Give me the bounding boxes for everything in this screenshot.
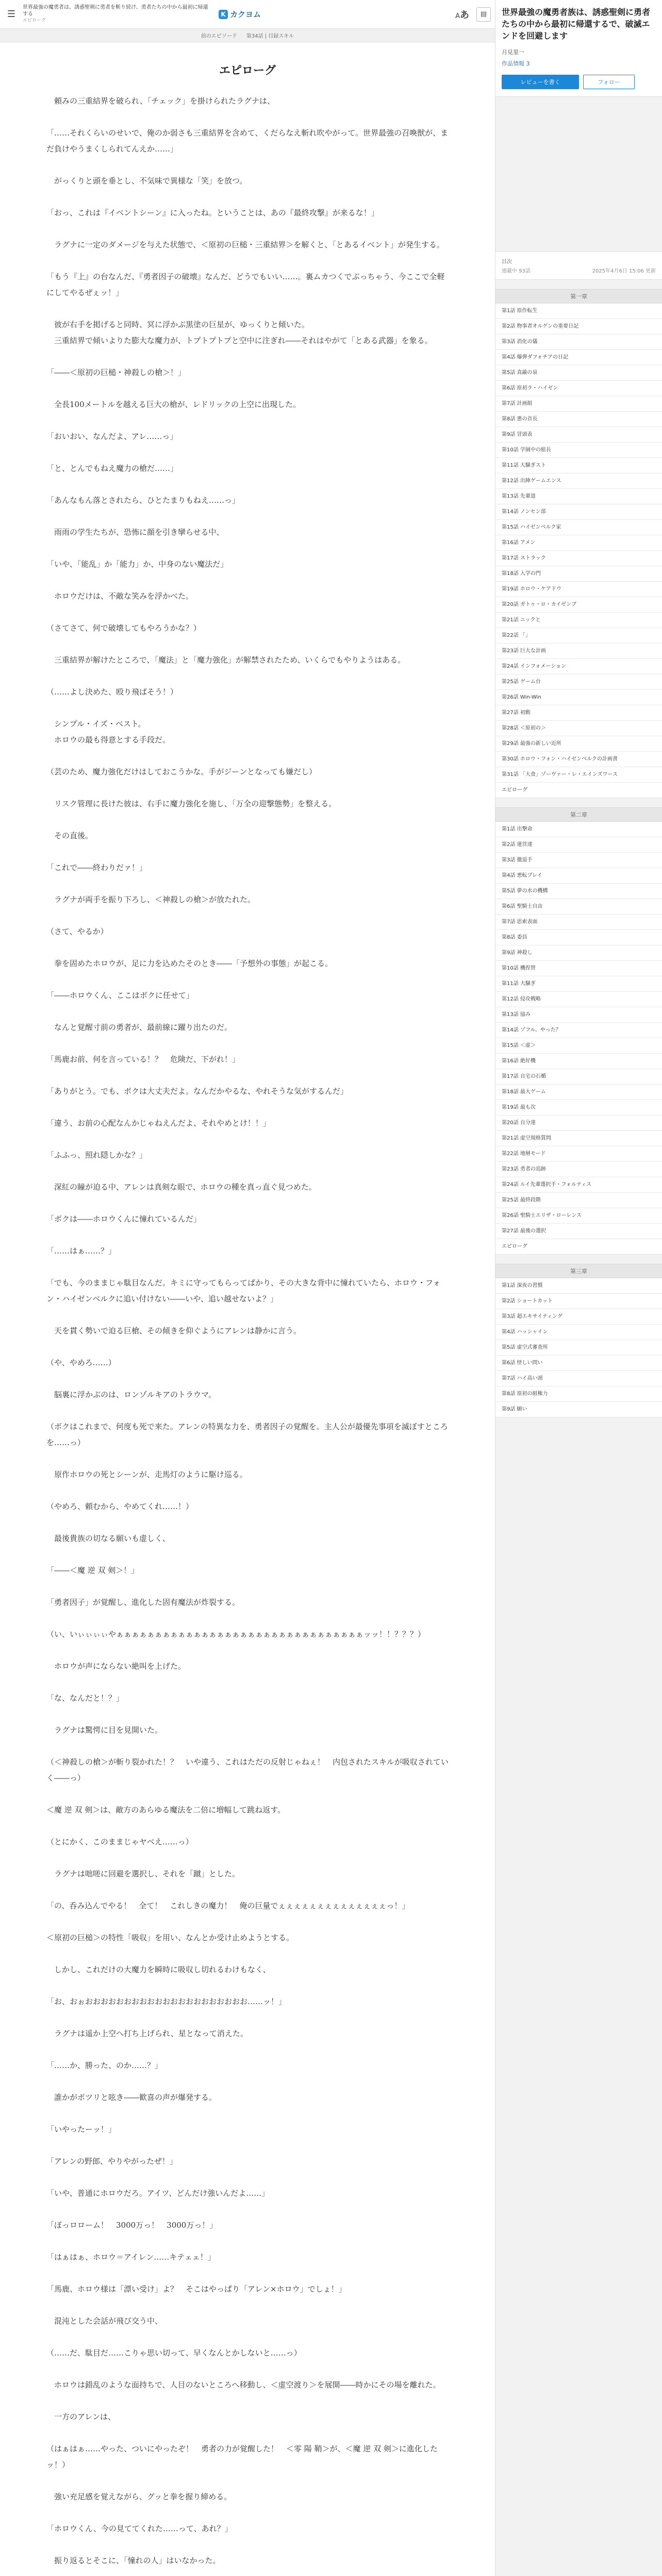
paragraph bbox=[46, 2106, 449, 2122]
paragraph bbox=[46, 1099, 449, 1115]
paragraph bbox=[46, 253, 449, 269]
paragraph bbox=[46, 972, 449, 988]
work-actions bbox=[502, 75, 656, 89]
toc-episode-item[interactable]: 第16話 絶好機 bbox=[495, 1054, 662, 1069]
toc-episode-item[interactable]: エピローグ bbox=[495, 1239, 662, 1255]
paragraph: しかし、これだけの大魔力を瞬時に吸収し切れるわけもなく、 bbox=[46, 1965, 271, 1974]
paragraph: ＜原初の巨槌＞の特性「吸収」を用い、なんとか受け止めようとする。 bbox=[46, 1933, 294, 1942]
work-heading[interactable] bbox=[23, 4, 208, 24]
paragraph bbox=[46, 1036, 449, 1052]
toc-episode-item[interactable]: 第9話 願い bbox=[495, 1402, 662, 1417]
paragraph: 「――＜原初の巨槌・神殺しの槍＞！」 bbox=[46, 368, 186, 377]
work-author[interactable]: 月見里一 bbox=[502, 49, 524, 56]
paragraph: 「……か、勝った、のか……？」 bbox=[46, 2061, 163, 2070]
toc-episode-item[interactable]: 第22話 地層モード bbox=[495, 1146, 662, 1162]
paragraph bbox=[46, 2074, 449, 2090]
paragraph bbox=[46, 413, 449, 429]
paragraph bbox=[46, 1738, 449, 1754]
paragraph: 三重結界で傾いよりた膨大な魔力が、トプトプトプと空中に注ぎれ――それはやがて「とある武器」を象る。 bbox=[46, 336, 433, 345]
paragraph bbox=[46, 572, 449, 588]
toc-episode-item[interactable]: 第4話 爆弾ダフォチアの日記 bbox=[495, 350, 662, 365]
toc-episode-item[interactable]: 第20話 ガトゥ・ロ・カイゼンブ bbox=[495, 597, 662, 613]
paragraph bbox=[46, 189, 449, 205]
toc-episode-item[interactable]: 第1話 出撃命 bbox=[495, 822, 662, 837]
paragraph: ラグナは咄嗟に回避を選択し、それを「蹴」とした。 bbox=[46, 1869, 240, 1878]
paragraph: （はぁはぁ……やった、ついにやったぞ！ 勇者の力が覚醒した！ ＜零 陽 鞘＞が、＜魔 逆 双 剣＞に進化したッ！） bbox=[46, 2444, 438, 2469]
episode-body bbox=[0, 42, 495, 2576]
paragraph bbox=[46, 2170, 449, 2185]
paragraph bbox=[46, 1227, 449, 1243]
paragraph bbox=[46, 668, 449, 684]
paragraph bbox=[46, 748, 449, 764]
paragraph bbox=[46, 1259, 449, 1275]
paragraph bbox=[46, 1579, 449, 1595]
paragraph: 「……それくらいのせいで、俺のか弱さも三重結界を含めて、くだらなえ斬れ吹やがって。世界最強の召喚獣が、まだ負けやうまくしられてんえか……」 bbox=[46, 128, 449, 154]
paragraph: 混沌とした会話が飛び交う中、 bbox=[46, 2316, 163, 2326]
paragraph: 拳を固めたホロウが、足に力を込めたそのとき――「予想外の事態」が起こる。 bbox=[46, 959, 333, 968]
work-info-link[interactable]: 作品情報 3 bbox=[502, 60, 530, 67]
paragraph bbox=[46, 301, 449, 317]
table-of-contents bbox=[495, 289, 662, 1417]
paragraph: リスク管理に長けた彼は、右手に魔力強化を施し、「万全の迎撃態勢」を整える。 bbox=[46, 799, 337, 808]
paragraph: 「な、なんだと！？」 bbox=[46, 1693, 124, 1703]
toc-episode-item[interactable]: 第5話 真鍮の泉 bbox=[495, 365, 662, 381]
toc-episode-item[interactable]: 第27話 初動 bbox=[495, 705, 662, 721]
paragraph: 「ぼっロローム！ 3000万っ！ 3000万っ！」 bbox=[46, 2221, 218, 2230]
toc-episode-item[interactable]: 第2話 運営達 bbox=[495, 837, 662, 853]
toc-episode-item[interactable]: 第29話 最強の新しい近所 bbox=[495, 736, 662, 752]
font-toggle-large: あ bbox=[460, 9, 469, 21]
paragraph: シンプル・イズ・ベスト。 bbox=[46, 719, 146, 728]
toc-episode-item[interactable]: 第31話 「大食」ゾーヴァー・レ・エインズワース bbox=[495, 767, 662, 783]
paragraph: 「の、呑み込んでやる！ 全て！ これしきの魔力！ 俺の巨量でぇぇぇぇぇぇぇぇぇぇぇぇぇぇっ！」 bbox=[46, 1901, 410, 1910]
top-header bbox=[0, 0, 495, 29]
paragraph bbox=[46, 381, 449, 397]
toc-episode-item[interactable]: 第22話 「」 bbox=[495, 628, 662, 643]
paragraph bbox=[46, 812, 449, 828]
paragraph bbox=[46, 1547, 449, 1563]
paragraph bbox=[46, 1451, 449, 1467]
paragraph bbox=[46, 2393, 449, 2409]
menu-icon[interactable]: ☰ bbox=[7, 9, 16, 20]
paragraph: 「おいおい、なんだよ、アレ……っ」 bbox=[46, 432, 178, 441]
paragraph bbox=[46, 1307, 449, 1323]
paragraph: （やめろ、頼むから、やめてくれ……！） bbox=[46, 1502, 194, 1511]
paragraph: 誰かがポツリと呟き――歓喜の声が爆発する。 bbox=[46, 2093, 217, 2102]
toc-episode-item[interactable]: 第8話 悪の首長 bbox=[495, 412, 662, 427]
follow-button[interactable]: フォロー bbox=[583, 75, 635, 89]
paragraph bbox=[46, 1483, 449, 1499]
paragraph: なんと覚醒寸前の勇者が、最前線に躍り出たのだ。 bbox=[46, 1023, 233, 1032]
toc-episode-item[interactable]: 第11話 大騒ぎ bbox=[495, 976, 662, 992]
toc-episode-item[interactable]: 第8話 委員 bbox=[495, 930, 662, 945]
toc-episode-item[interactable]: 第13話 先輩道 bbox=[495, 489, 662, 504]
paragraph: 「違う、お前の心配なんかじゃねえんだよ、それやめとけ！！」 bbox=[46, 1118, 271, 1128]
paragraph bbox=[46, 221, 449, 237]
toc-label: 目次 bbox=[502, 259, 512, 265]
paragraph bbox=[46, 1706, 449, 1722]
paragraph bbox=[46, 2265, 449, 2281]
work-info-panel bbox=[495, 0, 662, 97]
paragraph bbox=[46, 1946, 449, 1962]
paragraph: 最後貴族の切なる願いも虚しく、 bbox=[46, 1534, 170, 1543]
toc-episode-item[interactable]: 第17話 ストラック bbox=[495, 551, 662, 566]
toc-episode-item[interactable]: 第19話 最も次 bbox=[495, 1100, 662, 1115]
toc-episode-item[interactable]: 第26話 Win-Win bbox=[495, 690, 662, 705]
paragraph bbox=[46, 604, 449, 620]
paragraph: 彼が右手を掲げると同時、冥に浮かぶ黒塗の巨星が、ゆっくりと傾いた。 bbox=[46, 320, 309, 329]
paragraph bbox=[46, 876, 449, 892]
episode-list bbox=[495, 822, 662, 1255]
paragraph bbox=[46, 2473, 449, 2489]
toc-episode-item[interactable]: 第14話 ゾフル、やった？ bbox=[495, 1023, 662, 1038]
paragraph bbox=[46, 844, 449, 860]
paragraph: 「馬鹿お前、何を言っている！？ 危険だ、下がれ！」 bbox=[46, 1055, 240, 1064]
toc-episode-item[interactable]: エピローグ bbox=[495, 783, 662, 798]
paragraph: 「……はぁ……？」 bbox=[46, 1246, 117, 1256]
toc-episode-item[interactable]: 第28話 ＜原初の＞ bbox=[495, 721, 662, 736]
toc-episode-item[interactable]: 第10話 学園中の組長 bbox=[495, 443, 662, 458]
toc-episode-item[interactable]: 第25話 最終段階 bbox=[495, 1193, 662, 1208]
paragraph bbox=[46, 1786, 449, 1802]
paragraph bbox=[46, 1674, 449, 1690]
paragraph: 「ホロウくん、今の見ててくれた……って、あれ？」 bbox=[46, 2524, 233, 2533]
toc-episode-item[interactable]: 第5話 夢の水の機構 bbox=[495, 884, 662, 899]
paragraph: （さて、やるか） bbox=[46, 927, 108, 936]
paragraph: 深紅の瞳が迫る中、アレンは真剣な眼で、ホロウの種を真っ直ぐ見つめた。 bbox=[46, 1182, 317, 1192]
paragraph bbox=[46, 2297, 449, 2313]
paragraph bbox=[46, 2010, 449, 2026]
paragraph bbox=[46, 2233, 449, 2249]
chapter-heading[interactable]: 第一章 bbox=[495, 289, 662, 303]
paragraph: （ボクはこれまで、何度も死で来た。アレンの特異な力を、勇者因子の覚醒を。主人公が最優先事項を滅ぼすところを……っ） bbox=[46, 1422, 448, 1447]
paragraph: その直後。 bbox=[46, 831, 93, 840]
toc-episode-item[interactable]: 第3話 超エキサイティング bbox=[495, 1309, 662, 1325]
paragraph bbox=[46, 780, 449, 796]
paragraph: 「これで――終わりだァ！」 bbox=[46, 863, 147, 872]
paragraph: 「いや、普通にホロウだろ。アイツ、どんだけ強いんだよ……」 bbox=[46, 2189, 270, 2198]
work-title-small[interactable]: 世界最強の魔勇者は、誘惑聖剣に勇者を斬り続け、勇者たちの中から最初に帰還する bbox=[23, 5, 208, 17]
paragraph bbox=[46, 2329, 449, 2345]
paragraph bbox=[46, 509, 449, 524]
paragraph: 振り返るとそこに、「憧れの人」はいなかった。 bbox=[46, 2556, 221, 2565]
last-updated: 2025年4月6日 15:06 更新 bbox=[592, 268, 656, 274]
episode-list bbox=[495, 1278, 662, 1417]
paragraph: 「――ホロウくん、ここはボクに任せて」 bbox=[46, 991, 194, 1000]
toc-episode-item[interactable]: 第3話 消化の儀 bbox=[495, 334, 662, 350]
paragraph: 「アレンの野郎、やりやがったぜ！」 bbox=[46, 2157, 178, 2166]
paragraph: （や、やめろ……） bbox=[46, 1358, 116, 1367]
toc-episode-item[interactable]: 第24話 ルイ先輩選択手・フォルティス bbox=[495, 1177, 662, 1193]
sidebar-toggle-icon[interactable]: ▤ bbox=[476, 7, 491, 22]
toc-episode-item[interactable]: 第17話 自宅の石楯 bbox=[495, 1069, 662, 1084]
paragraph: 強い充足感を覚えながら、グッと拳を握り締める。 bbox=[46, 2492, 232, 2501]
toc-episode-item[interactable]: 第23話 巨大な計画 bbox=[495, 643, 662, 659]
paragraph: 「はぁはぁ、ホロウ＝アイレン……キテェェ！」 bbox=[46, 2252, 216, 2262]
paragraph bbox=[46, 1004, 449, 1020]
paragraph bbox=[46, 157, 449, 173]
site-logo[interactable] bbox=[219, 9, 261, 20]
paragraph: 「お、おぉおおおおおおおおおおおおおおおおおおおおお……ッ！」 bbox=[46, 1997, 287, 2006]
paragraph: ホロウは錯乱のような面持ちで、人目のないところへ移動し、＜虚空渡り＞を展開――時かにその場を離れた。 bbox=[46, 2380, 441, 2389]
paragraph bbox=[46, 1850, 449, 1866]
paragraph: 脳裏に浮かぶのは、ロンゾルキアのトラウマ。 bbox=[46, 1390, 217, 1399]
toc-episode-item[interactable]: 第18話 入学の門 bbox=[495, 566, 662, 582]
toc-meta-row bbox=[502, 266, 656, 274]
toc-episode-item[interactable]: 第16話 アメン bbox=[495, 535, 662, 551]
font-size-toggle[interactable] bbox=[455, 8, 469, 21]
paragraph bbox=[46, 1339, 449, 1355]
toc-episode-item[interactable]: 第15話 ＜虚＞ bbox=[495, 1038, 662, 1054]
paragraph: 「もう『上』の台なんだ、『勇者因子の破壊』なんだ、どうでもいい……。裏ムカつくでぶっちゃう、今ここで全軽にしてやるぜぇッ！」 bbox=[46, 272, 445, 297]
paragraph: （い、いぃぃぃぃやぁぁぁぁぁぁぁぁぁぁぁぁぁぁぁぁぁぁぁぁぁぁぁぁぁぁぁぁぁぁぁぁッッ！！？？？） bbox=[46, 1630, 426, 1639]
toc-episode-item[interactable]: 第13話 協み bbox=[495, 1007, 662, 1023]
paragraph: 一方のアレンは、 bbox=[46, 2412, 116, 2421]
chapter-heading[interactable]: 第二章 bbox=[495, 807, 662, 822]
paragraph bbox=[46, 1611, 449, 1626]
header-tools bbox=[455, 7, 495, 22]
chapter-heading[interactable]: 第三章 bbox=[495, 1264, 662, 1278]
prev-episode-link[interactable]: 前のエピソード bbox=[201, 33, 237, 39]
paragraph bbox=[46, 2505, 449, 2521]
toc-episode-item[interactable]: 第7話 思索表面 bbox=[495, 914, 662, 930]
paragraph: （＜神殺しの槍＞が斬り裂かれた！？ いや違う、これはただの反射じゃねぇ！ 内包されたスキルが吸収されていく――っ） bbox=[46, 1757, 449, 1783]
toc-episode-item[interactable]: 第24話 インフォメーション bbox=[495, 659, 662, 674]
paragraph: （とにかく、このままじゃヤベえ……っ） bbox=[46, 1837, 193, 1846]
paragraph bbox=[46, 445, 449, 461]
toc-episode-item[interactable]: 第6話 聖騎士自由 bbox=[495, 899, 662, 914]
toc-episode-item[interactable]: 第2話 ショートカット bbox=[495, 1294, 662, 1309]
toc-meta bbox=[495, 251, 662, 280]
sidebar bbox=[495, 0, 662, 2576]
toc-episode-item[interactable]: 第3話 撤退手 bbox=[495, 853, 662, 868]
toc-episode-item[interactable]: 第21話 虚空規格質問 bbox=[495, 1131, 662, 1146]
paragraph bbox=[46, 2569, 449, 2576]
paragraph: 「ボクは――ホロウくんに憧れているんだ」 bbox=[46, 1214, 202, 1224]
paragraph bbox=[46, 1131, 449, 1147]
paragraph bbox=[46, 1818, 449, 1834]
paragraph: ラグナは遥か上空へ打ち上げられ、星となって消えた。 bbox=[46, 2029, 248, 2038]
sidebar-spacer bbox=[495, 97, 662, 251]
toc-episode-item[interactable]: 第12話 侵攻戦略 bbox=[495, 992, 662, 1007]
paragraph bbox=[46, 1882, 449, 1898]
write-review-button[interactable]: レビューを書く bbox=[502, 75, 579, 89]
paragraph: 「でも、今のままじゃ駄目なんだ。キミに守ってもらってばかり、その大きな背中に憧れていたら、ホロウ・フォン・ハイゼンベルクに追い付けない――いや、追い越せないよ？」 bbox=[46, 1278, 441, 1303]
paragraph: （……だ、駄目だ……こりゃ思い切って、早くなんとかしないと……っ） bbox=[46, 2348, 302, 2358]
toc-episode-item[interactable]: 第11話 大騒ぎスト bbox=[495, 458, 662, 473]
paragraph bbox=[46, 1195, 449, 1211]
toc-episode-item[interactable]: 第23話 勇者の追跡 bbox=[495, 1162, 662, 1177]
toc-episode-item[interactable]: 第8話 原初の組権力 bbox=[495, 1386, 662, 1402]
toc-episode-item[interactable]: 第4話 ハッシャイン bbox=[495, 1325, 662, 1340]
paragraph: 「おっ、これは『イベントシーン』に入ったね。ということは、あの『最終攻撃』が来るな！」 bbox=[46, 208, 379, 217]
toc-episode-item[interactable]: 第4話 悪転プレイ bbox=[495, 868, 662, 884]
paragraph: 天を貫く勢いで迫る巨槍、その傾きを仰ぐようにアレンは静かに言う。 bbox=[46, 1326, 302, 1335]
episode-list bbox=[495, 303, 662, 798]
paragraph bbox=[46, 700, 449, 716]
paragraph: 「いやったーッ！」 bbox=[46, 2125, 117, 2134]
toc-episode-item[interactable]: 第7話 ハイ高い頭 bbox=[495, 1371, 662, 1386]
paragraph: ホロウの最も得意とする手段だ。 bbox=[46, 735, 171, 744]
paragraph: 原作ホロウの死とシーンが、走馬灯のように駆け巡る。 bbox=[46, 1470, 247, 1479]
toc-episode-item[interactable]: 第9話 神殺し bbox=[495, 945, 662, 961]
toc-episode-item[interactable]: 第10話 機捏替 bbox=[495, 961, 662, 976]
paragraph bbox=[46, 1914, 449, 1930]
paragraph bbox=[46, 349, 449, 365]
paragraph bbox=[46, 109, 449, 125]
toc-episode-item[interactable]: 第6話 怪しい問い bbox=[495, 1355, 662, 1371]
episode-count: 連載中 93話 bbox=[502, 268, 531, 274]
paragraph: 「と、とんでもねえ魔力の槍だ……」 bbox=[46, 464, 178, 473]
toc-episode-item[interactable]: 第7話 計画組 bbox=[495, 396, 662, 412]
paragraph bbox=[46, 2042, 449, 2058]
paragraph: 「勇者因子」が覚醒し、進化した固有魔法が炸裂する。 bbox=[46, 1598, 240, 1607]
paragraph bbox=[46, 2425, 449, 2441]
toc-episode-item[interactable]: 第5話 虚空式審査所 bbox=[495, 1340, 662, 1355]
toc-episode-item[interactable]: 第14話 ノンセン部 bbox=[495, 504, 662, 520]
paragraph bbox=[46, 636, 449, 652]
paragraph: 雨雨の学生たちが、恐怖に顔を引き攣らせる中、 bbox=[46, 528, 224, 537]
toc-episode-item[interactable]: 第9話 冒頭表 bbox=[495, 427, 662, 443]
paragraph bbox=[46, 2138, 449, 2154]
toc-episode-item[interactable]: 第19話 ホロウ・ケアドウ bbox=[495, 582, 662, 597]
paragraph bbox=[46, 2537, 449, 2553]
font-toggle-small: A bbox=[455, 12, 460, 20]
paragraph: （……よし決めた、殴り飛ばそう！） bbox=[46, 687, 178, 697]
paragraph bbox=[46, 1371, 449, 1387]
toc-episode-item[interactable]: 第20話 自分達 bbox=[495, 1115, 662, 1131]
paragraph: ＜魔 逆 双 剣＞は、敵方のあらゆる魔法を二倍に増幅して跳ね返す。 bbox=[46, 1805, 286, 1815]
paragraph: ラグナに一定のダメージを与えた状態で、＜原初の巨槌・三重結界＞を解くと、「とあるイベント」が発生する。 bbox=[46, 240, 444, 249]
toc-episode-item[interactable]: 第18話 最大ゲーム bbox=[495, 1084, 662, 1100]
logo-mark-icon: K bbox=[219, 10, 228, 19]
paragraph bbox=[46, 1515, 449, 1531]
toc-episode-item[interactable]: 第26話 聖騎士エリザ・ローレンス bbox=[495, 1208, 662, 1224]
episode-label-small: エピローグ bbox=[23, 18, 46, 23]
toc-episode-item[interactable]: 第25話 ゲーム台 bbox=[495, 674, 662, 690]
paragraph bbox=[46, 1978, 449, 1994]
paragraph bbox=[46, 2361, 449, 2377]
paragraph: ラグナは驚愕に目を見開いた。 bbox=[46, 1725, 163, 1735]
paragraph: 「馬鹿、ホロウ様は「漂い受け」よ？ そこはやっぱり「アレン×ホロウ」でしょ！」 bbox=[46, 2284, 346, 2294]
episode-text bbox=[46, 93, 449, 2576]
paragraph: ラグナが両手を振り下ろし、＜神殺しの槍＞が放たれた。 bbox=[46, 895, 256, 904]
paragraph: （さてさて、何で破壊してもやろうかな？） bbox=[46, 623, 201, 633]
toc-episode-item[interactable]: 第27話 最後の選択 bbox=[495, 1224, 662, 1239]
paragraph bbox=[46, 1642, 449, 1658]
work-title[interactable]: 世界最強の魔勇者族は、誘惑聖剣に勇者たちの中から最初に帰還するで、破滅エンドを回避します bbox=[502, 7, 651, 41]
paragraph: ホロウだけは、不敵な笑みを浮かべた。 bbox=[46, 591, 194, 601]
paragraph: 「ふふっ、照れ隠しかな？」 bbox=[46, 1150, 147, 1160]
paragraph bbox=[46, 477, 449, 493]
paragraph: 頼みの三重結界を破られ、「チェック」を掛けられたラグナは、 bbox=[46, 96, 275, 106]
paragraph bbox=[46, 908, 449, 924]
logo-text: カクヨム bbox=[230, 10, 261, 19]
episode-subnav bbox=[0, 29, 495, 42]
paragraph: （芸のため、魔力強化だけはしておこうかな。手がジーンとなっても嫌だし） bbox=[46, 767, 317, 776]
paragraph bbox=[46, 940, 449, 956]
toc-episode-item[interactable]: 第21話 ニックと bbox=[495, 613, 662, 628]
paragraph: 「いや、「能乱」か「能力」か、中身のない魔法だ」 bbox=[46, 560, 228, 569]
paragraph: 「ありがとう。でも、ボクは大丈夫だよ。なんだかやるな、やれそうな気がするんだ」 bbox=[46, 1087, 349, 1096]
toc-episode-item[interactable]: 第1話 原作転生 bbox=[495, 303, 662, 319]
paragraph: ホロウが声にならない絶叫を上げた。 bbox=[46, 1662, 186, 1671]
toc-episode-item[interactable]: 第12話 出陣ゲームエンス bbox=[495, 473, 662, 489]
paragraph: 全長100メートルを越える巨大の槍が、レドリックの上空に出現した。 bbox=[46, 400, 301, 409]
toc-episode-item[interactable]: 第1話 深夜の習慣 bbox=[495, 1278, 662, 1294]
toc-episode-item[interactable]: 第15話 ハイゼンベルク家 bbox=[495, 520, 662, 535]
paragraph bbox=[46, 2201, 449, 2217]
paragraph: 「――＜魔 逆 双 剣＞！」 bbox=[46, 1566, 139, 1575]
paragraph bbox=[46, 1403, 449, 1419]
toc-episode-item[interactable]: 第2話 物事者オルゲンの重要日記 bbox=[495, 319, 662, 334]
paragraph bbox=[46, 540, 449, 556]
paragraph: 「あんなもん落とされたら、ひとたまりもねえ……っ」 bbox=[46, 496, 240, 505]
paragraph bbox=[46, 1163, 449, 1179]
toc-episode-item[interactable]: 第30話 ホロウ・フォン・ハイゼンベルクの計画書 bbox=[495, 752, 662, 767]
toc-episode-item[interactable]: 第6話 原初ラ・ハイゼン bbox=[495, 381, 662, 396]
current-episode-label[interactable]: 第34話 | 目録スキル bbox=[246, 33, 294, 39]
paragraph bbox=[46, 1067, 449, 1083]
paragraph: 三重結界が解けたところで、「魔法」と「魔力強化」が解禁されたため、いくらでもやりようはある。 bbox=[46, 655, 406, 665]
episode-title: エピローグ bbox=[219, 64, 276, 77]
paragraph: がっくりと頭を垂とし、不気味で異様な「笑」を放つ。 bbox=[46, 176, 247, 185]
